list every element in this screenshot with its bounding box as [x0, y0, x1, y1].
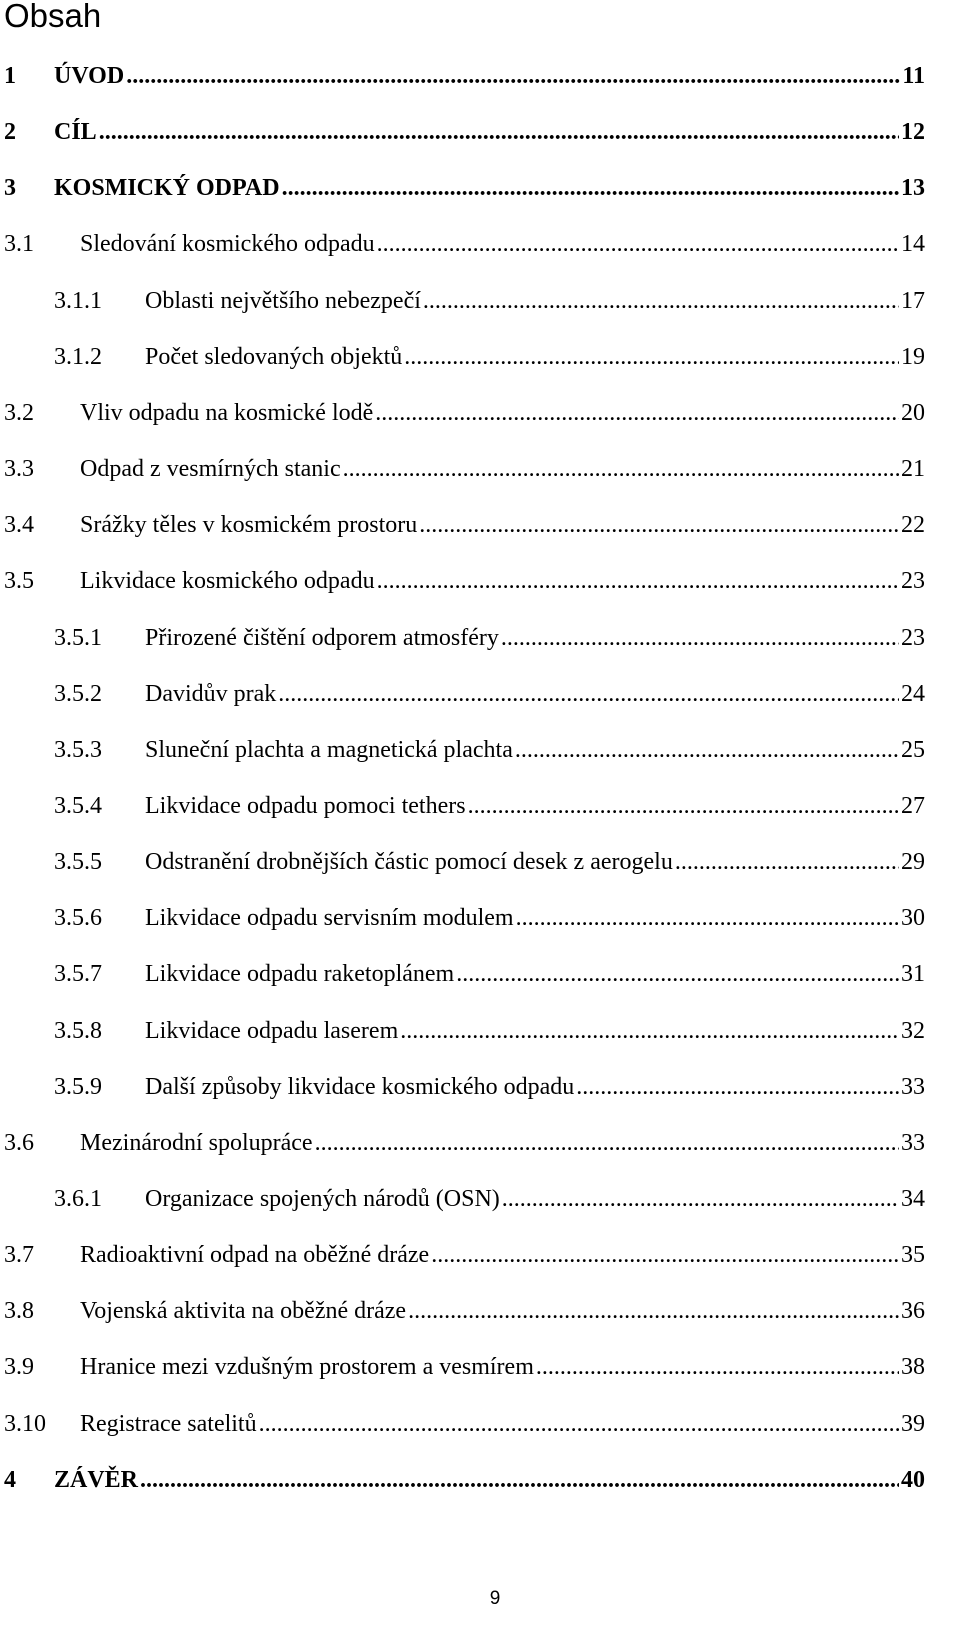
toc-entry-page: 22 — [901, 512, 925, 539]
toc-entry-page: 17 — [901, 287, 925, 314]
toc-entry-number: 3.6.1 — [54, 1186, 102, 1212]
toc-entry-number: 3.5.6 — [54, 905, 102, 932]
dot-leader — [99, 115, 899, 149]
toc-entry-number: 4 — [4, 1466, 16, 1493]
toc-entry-title: CÍL — [54, 119, 97, 146]
dot-leader — [408, 1294, 899, 1328]
toc-entry[interactable] — [4, 115, 925, 149]
toc-entry-title: Registrace satelitů — [80, 1410, 257, 1437]
toc-entry[interactable] — [4, 1407, 925, 1441]
dot-leader — [423, 284, 899, 318]
toc-entry-title: Mezinárodní spolupráce — [80, 1129, 313, 1156]
dot-leader — [576, 1070, 899, 1104]
toc-entry-title: Likvidace odpadu raketoplánem — [145, 961, 455, 988]
dot-leader — [502, 1182, 899, 1216]
toc-entry-number: 3.9 — [4, 1354, 34, 1381]
toc-entry[interactable] — [54, 789, 925, 823]
toc-entry-page: 36 — [901, 1298, 925, 1325]
toc-entry[interactable] — [4, 1294, 925, 1328]
toc-entry-page: 24 — [901, 680, 925, 707]
toc-entry-number: 1 — [4, 63, 16, 89]
toc-entry[interactable] — [54, 1070, 925, 1104]
dot-leader — [140, 1463, 899, 1497]
dot-leader — [282, 171, 899, 205]
toc-entry-number: 3.4 — [4, 512, 34, 539]
toc-entry[interactable] — [4, 1126, 925, 1160]
toc-entry[interactable] — [54, 340, 925, 374]
toc-entry-number: 3.5.3 — [54, 736, 102, 763]
toc-entry-page: 30 — [901, 905, 925, 932]
dot-leader — [419, 508, 899, 542]
toc-entry[interactable] — [4, 452, 925, 486]
toc-entry-page: 33 — [901, 1129, 925, 1156]
toc-entry-page: 39 — [901, 1410, 925, 1437]
toc-entry-title: Sluneční plachta a magnetická plachta — [145, 736, 513, 763]
toc-entry[interactable] — [54, 733, 925, 767]
dot-leader — [259, 1407, 899, 1441]
toc-entry-page: 27 — [901, 792, 925, 819]
toc-entry-title: Sledování kosmického odpadu — [80, 231, 375, 258]
toc-entry-number: 3.5.4 — [54, 792, 102, 819]
toc-entry-title: Likvidace kosmického odpadu — [80, 568, 375, 595]
toc-entry-number: 2 — [4, 119, 16, 146]
dot-leader — [343, 452, 899, 486]
toc-entry-title: KOSMICKÝ ODPAD — [54, 175, 280, 202]
toc-entry-page: 13 — [901, 175, 925, 202]
toc-entry-number: 3.5.8 — [54, 1017, 102, 1044]
dot-leader — [404, 340, 899, 374]
toc-entry-title: Odpad z vesmírných stanic — [80, 456, 341, 483]
toc-entry-title: Likvidace odpadu pomoci tethers — [145, 792, 466, 819]
toc-entry[interactable] — [4, 1238, 925, 1272]
dot-leader — [315, 1126, 899, 1160]
page-number: 9 — [489, 1588, 501, 1609]
toc-entry-title: Organizace spojených národů (OSN) — [145, 1186, 500, 1212]
toc-entry-number: 3.8 — [4, 1298, 34, 1325]
toc-entry-title: Likvidace odpadu laserem — [145, 1017, 399, 1044]
dot-leader — [431, 1238, 899, 1272]
toc-entry[interactable] — [4, 59, 925, 93]
dot-leader — [375, 396, 899, 430]
toc-entry-title: Likvidace odpadu servisním modulem — [145, 905, 514, 932]
toc-entry[interactable] — [54, 901, 925, 935]
toc-entry-page: 38 — [901, 1354, 925, 1381]
toc-entry-page: 20 — [901, 399, 925, 426]
toc-entry-title: Vliv odpadu na kosmické lodě — [80, 399, 374, 426]
toc-entry-number: 3.1.2 — [54, 343, 102, 370]
toc-entry-number: 3.5.9 — [54, 1073, 102, 1100]
toc-entry-number: 3.5 — [4, 568, 34, 595]
toc-entry-number: 3.1 — [4, 231, 34, 258]
toc-entry-page: 34 — [901, 1186, 925, 1212]
toc-entry[interactable] — [4, 508, 925, 542]
toc-entry-number: 3.5.2 — [54, 680, 102, 707]
dot-leader — [501, 621, 899, 655]
dot-leader — [675, 845, 899, 879]
toc-entry[interactable] — [4, 396, 925, 430]
toc-entry-title: Přirozené čištění odporem atmosféry — [145, 624, 499, 651]
toc-entry[interactable] — [4, 227, 925, 261]
dot-leader — [536, 1350, 899, 1384]
toc-entry-page: 25 — [901, 736, 925, 763]
toc-entry[interactable] — [54, 1182, 925, 1216]
toc-entry-page: 31 — [901, 961, 925, 988]
toc-entry-page: 32 — [901, 1017, 925, 1044]
toc-entry[interactable] — [54, 284, 925, 318]
toc-entry[interactable] — [4, 1350, 925, 1384]
toc-entry[interactable] — [54, 957, 925, 991]
toc-entry-page: 29 — [901, 849, 925, 876]
toc-entry-number: 3.1.1 — [54, 287, 102, 314]
toc-entry-page: 14 — [901, 231, 925, 258]
toc-entry-title: Radioaktivní odpad na oběžné dráze — [80, 1242, 430, 1269]
toc-entry-title: ÚVOD — [54, 63, 125, 89]
toc-entry[interactable] — [4, 1463, 925, 1497]
toc-entry-page: 19 — [901, 343, 925, 370]
toc-entry-title: Hranice mezi vzdušným prostorem a vesmírem — [80, 1354, 534, 1381]
toc-entry-title: Počet sledovaných objektů — [145, 343, 403, 370]
dot-leader — [377, 227, 899, 261]
dot-leader — [516, 901, 899, 935]
dot-leader — [515, 733, 899, 767]
toc-entry-number: 3.5.1 — [54, 624, 102, 651]
toc-entry[interactable] — [4, 171, 925, 205]
toc-entry[interactable] — [54, 621, 925, 655]
toc-entry-number: 3.5.7 — [54, 961, 102, 988]
dot-leader — [468, 789, 899, 823]
toc-entry[interactable] — [54, 1014, 925, 1048]
toc-entry-page: 33 — [901, 1073, 925, 1100]
dot-leader — [126, 59, 900, 93]
toc-entry-title: Oblasti největšího nebezpečí — [145, 287, 421, 314]
toc-entry-page: 21 — [901, 456, 925, 483]
toc-entry-page: 40 — [901, 1466, 925, 1493]
toc-entry-title: Srážky těles v kosmickém prostoru — [80, 512, 418, 539]
dot-leader — [456, 957, 899, 991]
toc-entry-number: 3.3 — [4, 456, 34, 483]
dot-leader — [400, 1014, 899, 1048]
dot-leader — [377, 564, 899, 598]
toc-entry-page: 35 — [901, 1242, 925, 1269]
toc-entry-page: 11 — [902, 63, 925, 89]
toc-entry-number: 3.6 — [4, 1129, 34, 1156]
toc-entry-number: 3.2 — [4, 399, 34, 426]
toc-entry-title: Vojenská aktivita na oběžné dráze — [80, 1298, 407, 1325]
toc-entry-title: Odstranění drobnějších částic pomocí desek z aerogelu — [145, 849, 673, 876]
toc-entry-title: Další způsoby likvidace kosmického odpadu — [145, 1073, 575, 1100]
toc-entry-page: 12 — [901, 119, 925, 146]
toc-entry[interactable] — [54, 845, 925, 879]
toc-entry-page: 23 — [901, 568, 925, 595]
toc-entry-number: 3.5.5 — [54, 849, 102, 876]
toc-entry-number: 3 — [4, 175, 16, 202]
toc-entry-number: 3.7 — [4, 1242, 34, 1269]
toc-entry-title: Davidův prak — [145, 680, 277, 707]
toc-entry-number: 3.10 — [4, 1410, 46, 1437]
toc-entry-title: ZÁVĚR — [54, 1466, 139, 1493]
toc-entry[interactable] — [4, 564, 925, 598]
toc-entry-page: 23 — [901, 624, 925, 651]
toc-entry[interactable] — [54, 677, 925, 711]
toc-heading: Obsah — [4, 0, 102, 34]
dot-leader — [278, 677, 899, 711]
